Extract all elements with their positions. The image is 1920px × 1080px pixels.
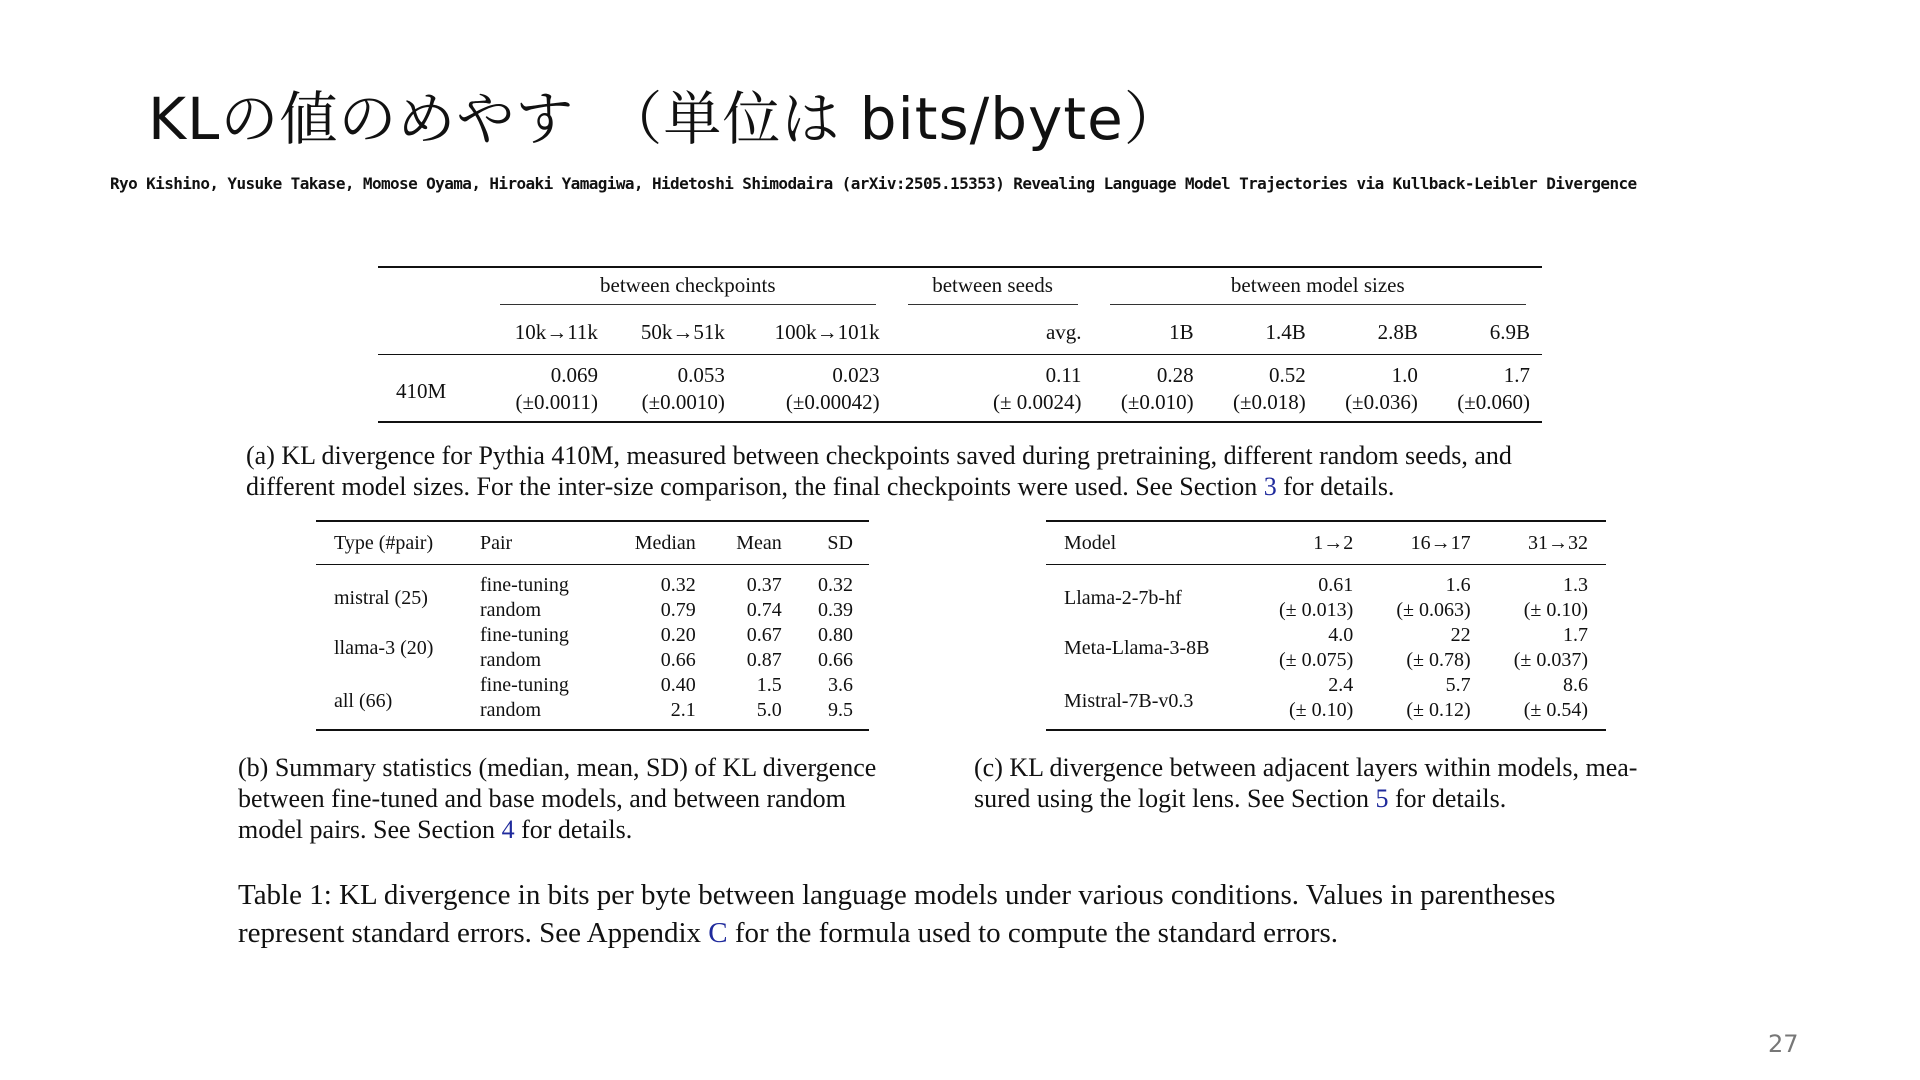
column-header: Type (#pair): [334, 531, 434, 554]
table-cell: 0.20: [660, 624, 696, 646]
table-row: [316, 565, 869, 599]
table-cell: (±0.0010): [641, 389, 725, 414]
table-a-pythia-kl: [378, 266, 1542, 423]
column-header: 50k→51k: [640, 319, 725, 344]
column-header: 31→32: [1528, 531, 1588, 554]
table-cell: 0.66: [818, 649, 853, 671]
table-cell: (± 0.075): [1278, 649, 1354, 671]
pair-cell: fine-tuning: [479, 624, 569, 646]
table-b-summary-stats: [316, 520, 869, 731]
table-cell: 5.0: [756, 699, 782, 721]
table-cell: (±0.036): [1345, 389, 1418, 414]
table-cell: (± 0.063): [1396, 599, 1471, 621]
table-1-caption: Table 1: KL divergence in bits per byte between language models under various conditions. Values in parentheses represent standard errors. See Appendix C for the formula used to compute the standard errors.: [238, 879, 1556, 949]
table-cell: (± 0.78): [1406, 649, 1471, 671]
column-header: avg.: [1045, 319, 1082, 344]
table-cell: 0.79: [660, 599, 696, 621]
table-cell: (± 0.12): [1406, 699, 1471, 721]
table-cell: (±0.010): [1120, 389, 1194, 414]
pair-cell: fine-tuning: [479, 574, 569, 596]
table-cell: 0.74: [746, 599, 782, 621]
table-cell: 0.37: [746, 574, 782, 596]
table-cell: 1.7: [1503, 362, 1530, 387]
table-cell: (± 0.037): [1513, 649, 1588, 671]
model-cell: Meta-Llama-3-8B: [1064, 636, 1210, 659]
table-cell: 0.52: [1268, 362, 1306, 387]
table-a-error-row: [378, 388, 1542, 422]
table-a-header-row: [378, 310, 1542, 355]
table-a-value-row: [378, 355, 1542, 389]
column-header: Model: [1064, 531, 1117, 554]
pair-cell: random: [479, 699, 542, 721]
caption-b: (b) Summary statistics (median, mean, SD) of KL divergence between fine-tuned and base models, and between random model pairs. See Section 4 for details.: [238, 753, 877, 844]
model-cell: Mistral-7B-v0.3: [1064, 689, 1194, 712]
table-cell: (±0.060): [1457, 389, 1530, 414]
section-4-link[interactable]: 4: [501, 815, 515, 844]
table-cell: (± 0.10): [1288, 699, 1354, 721]
table-cell: 1.7: [1563, 624, 1588, 646]
table-cell: 0.023: [832, 362, 880, 387]
table-row: [1046, 673, 1606, 698]
column-header: 10k→11k: [514, 319, 598, 344]
table-cell: 8.6: [1563, 674, 1588, 696]
column-header: SD: [827, 531, 853, 554]
table-cell: 0.32: [660, 574, 696, 596]
paper-citation: Ryo Kishino, Yusuke Takase, Momose Oyama, Hiroaki Yamagiwa, Hidetoshi Shimodaira (arXiv:2505.15353) Revealing Language Model Trajectories via Kullback-Leibler Divergence: [110, 174, 1637, 193]
column-header: 2.8B: [1377, 319, 1418, 344]
type-cell: mistral (25): [334, 586, 428, 609]
column-header: 1B: [1169, 319, 1194, 344]
table-cell: 9.5: [828, 699, 853, 721]
table-row: [316, 673, 869, 698]
appendix-c-link[interactable]: C: [708, 917, 728, 949]
table-cell: (±0.018): [1232, 389, 1306, 414]
table-cell: 0.39: [818, 599, 853, 621]
table-cell: (± 0.10): [1523, 599, 1588, 621]
slide-title: KLの値のめやす （単位は bits/byte）: [148, 85, 1183, 153]
section-5-link[interactable]: 5: [1375, 784, 1389, 813]
table-b-header-row: [316, 521, 869, 565]
table-cell: 1.5: [756, 674, 782, 696]
table-a-group-row: [378, 267, 1542, 310]
column-header: Pair: [479, 531, 513, 554]
pair-cell: random: [479, 649, 542, 671]
table-cell: 1.0: [1391, 362, 1418, 387]
column-header: Median: [634, 531, 696, 554]
table-cell: 0.87: [746, 649, 782, 671]
group-header-model-sizes: between model sizes: [1094, 267, 1542, 310]
pair-cell: random: [479, 599, 542, 621]
table-row: [1046, 565, 1606, 599]
table-cell: (±0.0011): [515, 389, 598, 414]
type-cell: llama-3 (20): [334, 636, 434, 659]
table-cell: 0.28: [1156, 362, 1194, 387]
table-cell: 0.80: [818, 624, 853, 646]
table-cell: (±0.00042): [785, 389, 880, 414]
table-cell: 1.3: [1563, 574, 1588, 596]
table-cell: 3.6: [828, 674, 853, 696]
column-header: 16→17: [1410, 531, 1471, 554]
table-row: [316, 623, 869, 648]
column-header: 100k→101k: [774, 319, 880, 344]
type-cell: all (66): [334, 689, 393, 712]
table-cell: 2.4: [1328, 674, 1354, 696]
column-header: 1→2: [1313, 531, 1354, 554]
table-cell: 0.40: [660, 674, 696, 696]
table-cell: 0.11: [1045, 362, 1082, 387]
table-cell: 5.7: [1445, 674, 1471, 696]
table-cell: 0.61: [1318, 574, 1354, 596]
table-cell: (± 0.0024): [993, 389, 1082, 414]
group-header-seeds: between seeds: [892, 267, 1094, 310]
table-row: [1046, 623, 1606, 648]
column-header: 6.9B: [1489, 319, 1530, 344]
table-cell: 22: [1450, 624, 1471, 646]
table-cell: 1.6: [1445, 574, 1471, 596]
table-cell: (± 0.54): [1523, 699, 1588, 721]
table-cell: 0.67: [746, 624, 782, 646]
section-3-link[interactable]: 3: [1263, 472, 1277, 501]
table-c-adjacent-layers: [1046, 520, 1606, 731]
table-cell: 2.1: [670, 699, 696, 721]
caption-a: (a) KL divergence for Pythia 410M, measured between checkpoints saved during pretraining, different random seeds, and different model sizes. For the inter-size comparison, the final checkpoints were used. See Section 3 for details.: [246, 441, 1512, 501]
model-cell: Llama-2-7b-hf: [1064, 586, 1182, 609]
table-cell: 0.66: [660, 649, 696, 671]
table-cell: 4.0: [1328, 624, 1354, 646]
table-cell: 0.32: [818, 574, 853, 596]
table-cell: (± 0.013): [1278, 599, 1354, 621]
column-header: Mean: [736, 531, 782, 554]
column-header: 1.4B: [1265, 319, 1306, 344]
pair-cell: fine-tuning: [479, 674, 569, 696]
group-header-checkpoints: between checkpoints: [484, 267, 892, 310]
row-label: 410M: [396, 379, 447, 403]
table-cell: 0.053: [677, 362, 725, 387]
page-number: 27: [1768, 1030, 1799, 1058]
table-c-header-row: [1046, 521, 1606, 565]
table-cell: 0.069: [550, 362, 598, 387]
caption-c: (c) KL divergence between adjacent layers within models, mea- sured using the logit lens. See Section 5 for details.: [974, 753, 1638, 813]
